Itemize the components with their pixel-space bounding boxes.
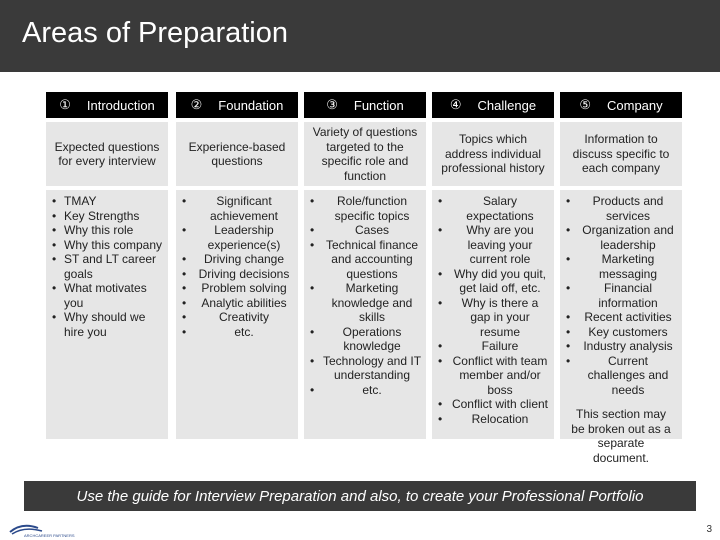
list-item: • Recent activities [564,310,678,325]
column-number: ② [190,97,203,112]
list-item: • Financial information [564,281,678,310]
column-header-label: Foundation [218,97,284,113]
list-item: • Salary expectations [436,194,550,223]
list-item: • Products and services [564,194,678,223]
list-item: • Significant achievement [180,194,294,223]
list-item: • Key Strengths [50,209,164,224]
column-1 [46,92,168,439]
column-header-label: Introduction [86,97,155,113]
list-item: • Creativity [180,310,294,325]
page-title: Areas of Preparation [22,17,288,49]
column-subtitle: Variety of questions targeted to the specific role and function [304,122,426,186]
list-item: • Technology and IT understanding [308,354,422,383]
list-item: • Why is there a gap in your resume [436,296,550,340]
column-number: ④ [449,97,462,112]
list-item: • Marketing messaging [564,252,678,281]
list-item: • Why this company [50,238,164,253]
bullet-list [180,194,294,339]
footer-banner: Use the guide for Interview Preparation and also, to create your Professional Portfolio [24,481,696,511]
bullet-list [564,194,678,397]
list-item: • Why should we hire you [50,310,164,339]
list-item: • Conflict with client [436,397,550,412]
column-subtitle: Expected questions for every interview [46,122,168,186]
list-item: • What motivates you [50,281,164,310]
list-item: • Why are you leaving your current role [436,223,550,267]
list-item: • Analytic abilities [180,296,294,311]
list-item: • Problem solving [180,281,294,296]
column-subtitle: Topics which address individual professional history [432,122,554,186]
column-header [46,92,168,118]
column-subtitle: Information to discuss specific to each company [560,122,682,186]
list-item: • Conflict with team member and/or boss [436,354,550,398]
list-item: • Why did you quit, get laid off, etc. [436,267,550,296]
list-item: • TMAY [50,194,164,209]
list-item: • Organization and leadership [564,223,678,252]
list-item: • Why this role [50,223,164,238]
list-item: • Driving decisions [180,267,294,282]
list-item: • Relocation [436,412,550,427]
column-body [560,190,682,465]
column-header [176,92,298,118]
column-header [560,92,682,118]
list-item: • Technical finance and accounting questions [308,238,422,282]
bullet-list [50,194,164,339]
column-5 [560,92,682,465]
column-number: ⑤ [579,97,591,112]
list-item: • Marketing knowledge and skills [308,281,422,325]
column-number: ① [59,97,71,112]
column-header-label: Challenge [477,97,537,113]
column-header [432,92,554,118]
column-header-label: Company [607,97,663,113]
column-header-label: Function [353,97,404,113]
list-item: • Key customers [564,325,678,340]
column-body [46,190,168,439]
list-item: • Failure [436,339,550,354]
bullet-list [308,194,422,397]
list-item: • Cases [308,223,422,238]
list-item: • Current challenges and needs [564,354,678,398]
list-item: • Driving change [180,252,294,267]
page-number: 3 [706,524,712,535]
list-item: • Leadership experience(s) [180,223,294,252]
column-body [304,190,426,439]
logo-text: ARCHCAREER PARTNERS [24,533,75,538]
column-note: This section may be broken out as a separate document. [571,407,671,465]
bullet-list [436,194,550,426]
list-item: • Role/function specific topics [308,194,422,223]
list-item: • ST and LT career goals [50,252,164,281]
column-body [432,190,554,439]
column-2 [176,92,298,439]
column-3 [304,92,426,439]
title-bar [0,0,720,72]
list-item: • etc. [308,383,422,398]
logo-icon [8,522,75,538]
list-item: • Operations knowledge [308,325,422,354]
column-4 [432,92,554,439]
list-item: • etc. [180,325,294,340]
column-number: ③ [326,97,338,112]
list-item: • Industry analysis [564,339,678,354]
column-header [304,92,426,118]
column-body [176,190,298,439]
column-subtitle: Experience-based questions [176,122,298,186]
